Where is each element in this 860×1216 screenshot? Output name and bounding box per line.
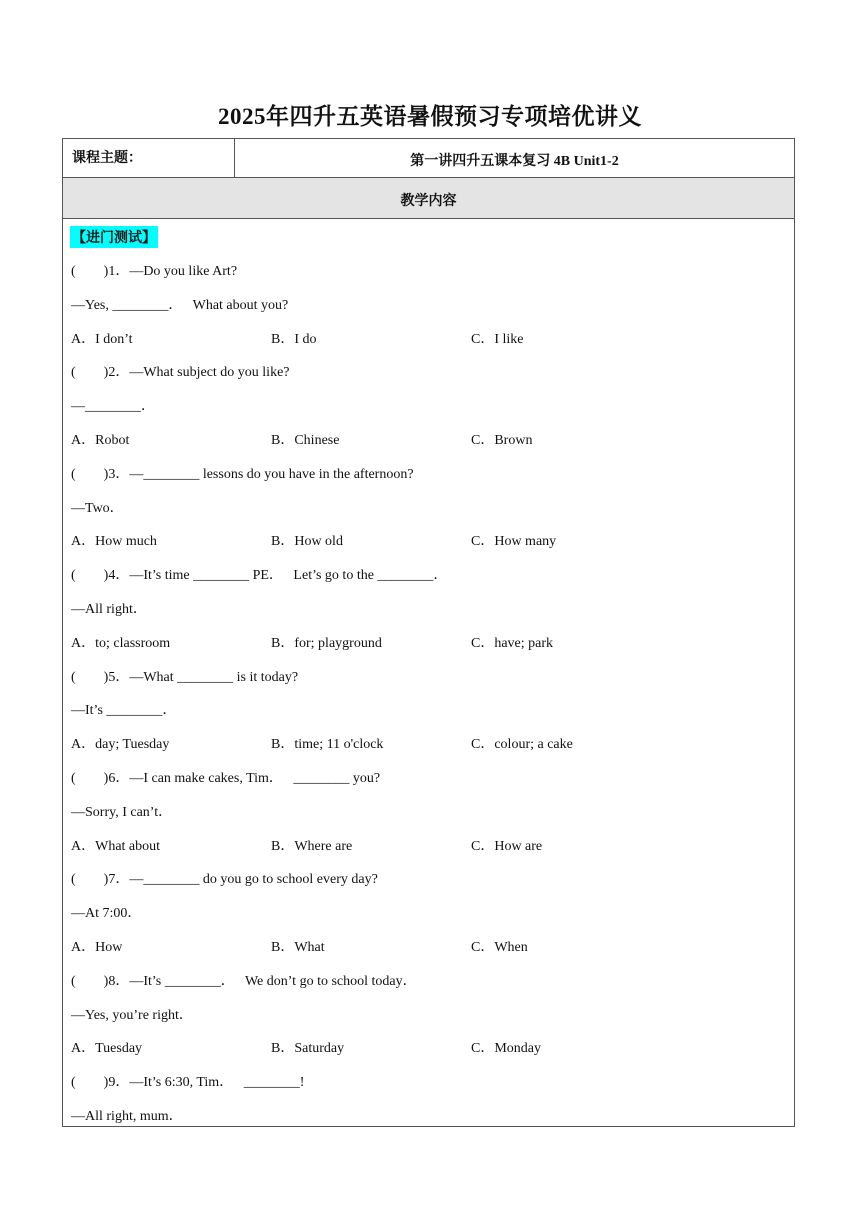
answer-option: C．How many (471, 534, 557, 550)
page-title: 2025年四升五英语暑假预习专项培优讲义 (218, 104, 642, 129)
question-stem: ( )4．—It’s time ________ PE． Let’s go to the ________． (71, 568, 448, 584)
question-stem: ( )2．—What subject do you like? (71, 365, 290, 381)
topic-label: 课程主题： (63, 139, 235, 177)
question-stem: ( )8．—It’s ________． We don’t go to school today． (71, 973, 417, 989)
answer-option: C．Brown (471, 433, 533, 448)
question-stem: ( )3．—________ lessons do you have in the afternoon? (71, 466, 414, 482)
topic-row (63, 139, 794, 178)
question-reply: —Sorry, I can’t． (71, 804, 173, 820)
question-reply: —Yes, you’re right． (71, 1007, 193, 1023)
answer-option: A．to; classroom (71, 635, 171, 651)
answer-option: B．How old (271, 534, 343, 550)
answer-option: A．What about (71, 838, 161, 854)
answer-option: A．How (71, 940, 123, 955)
answer-option: A．day; Tuesday (71, 737, 170, 753)
answer-option: A．I don’t (71, 331, 133, 347)
question-stem: ( )1．—Do you like Art? (71, 264, 238, 279)
answer-option: B．Chinese (271, 433, 340, 448)
answer-option: C．When (471, 940, 528, 955)
answer-option: C．How are (471, 838, 543, 854)
answer-option: C．have; park (471, 635, 554, 651)
question-reply: —All right, mum． (71, 1109, 183, 1124)
section-tag: 【进门测试】 (70, 226, 158, 248)
question-reply: —All right． (71, 602, 147, 617)
topic-value: 第一讲四升五课本复习 4B Unit1-2 (410, 154, 619, 169)
answer-option: A．How much (71, 534, 157, 550)
answer-option: B．Saturday (271, 1041, 345, 1057)
lesson-table (62, 138, 795, 1127)
question-reply: —Yes, ________． What about you? (71, 297, 289, 313)
question-stem: ( )6．—I can make cakes, Tim． ________ you? (71, 771, 381, 786)
answer-option: A．Robot (71, 433, 130, 448)
answer-option: B．for; playground (271, 635, 382, 651)
answer-option: A．Tuesday (71, 1041, 143, 1057)
question-reply: —Two． (71, 500, 124, 516)
answer-option: C．colour; a cake (471, 737, 573, 753)
question-stem: ( )5．—What ________ is it today? (71, 669, 299, 685)
answer-option: C．Monday (471, 1041, 541, 1057)
answer-option: B．Where are (271, 838, 353, 854)
question-reply: —At 7:00． (71, 906, 142, 922)
answer-option: B．What (271, 940, 325, 955)
answer-option: B．time; 11 o'clock (271, 737, 384, 753)
answer-option: B．I do (271, 331, 317, 347)
question-reply: —It’s ________． (71, 703, 177, 719)
question-reply: —________． (71, 399, 155, 415)
content-header: 教学内容 (63, 178, 794, 219)
question-stem: ( )7．—________ do you go to school every day? (71, 872, 378, 888)
question-stem: ( )9．—It’s 6:30, Tim． ________! (71, 1075, 305, 1091)
answer-option: C．I like (471, 331, 524, 347)
